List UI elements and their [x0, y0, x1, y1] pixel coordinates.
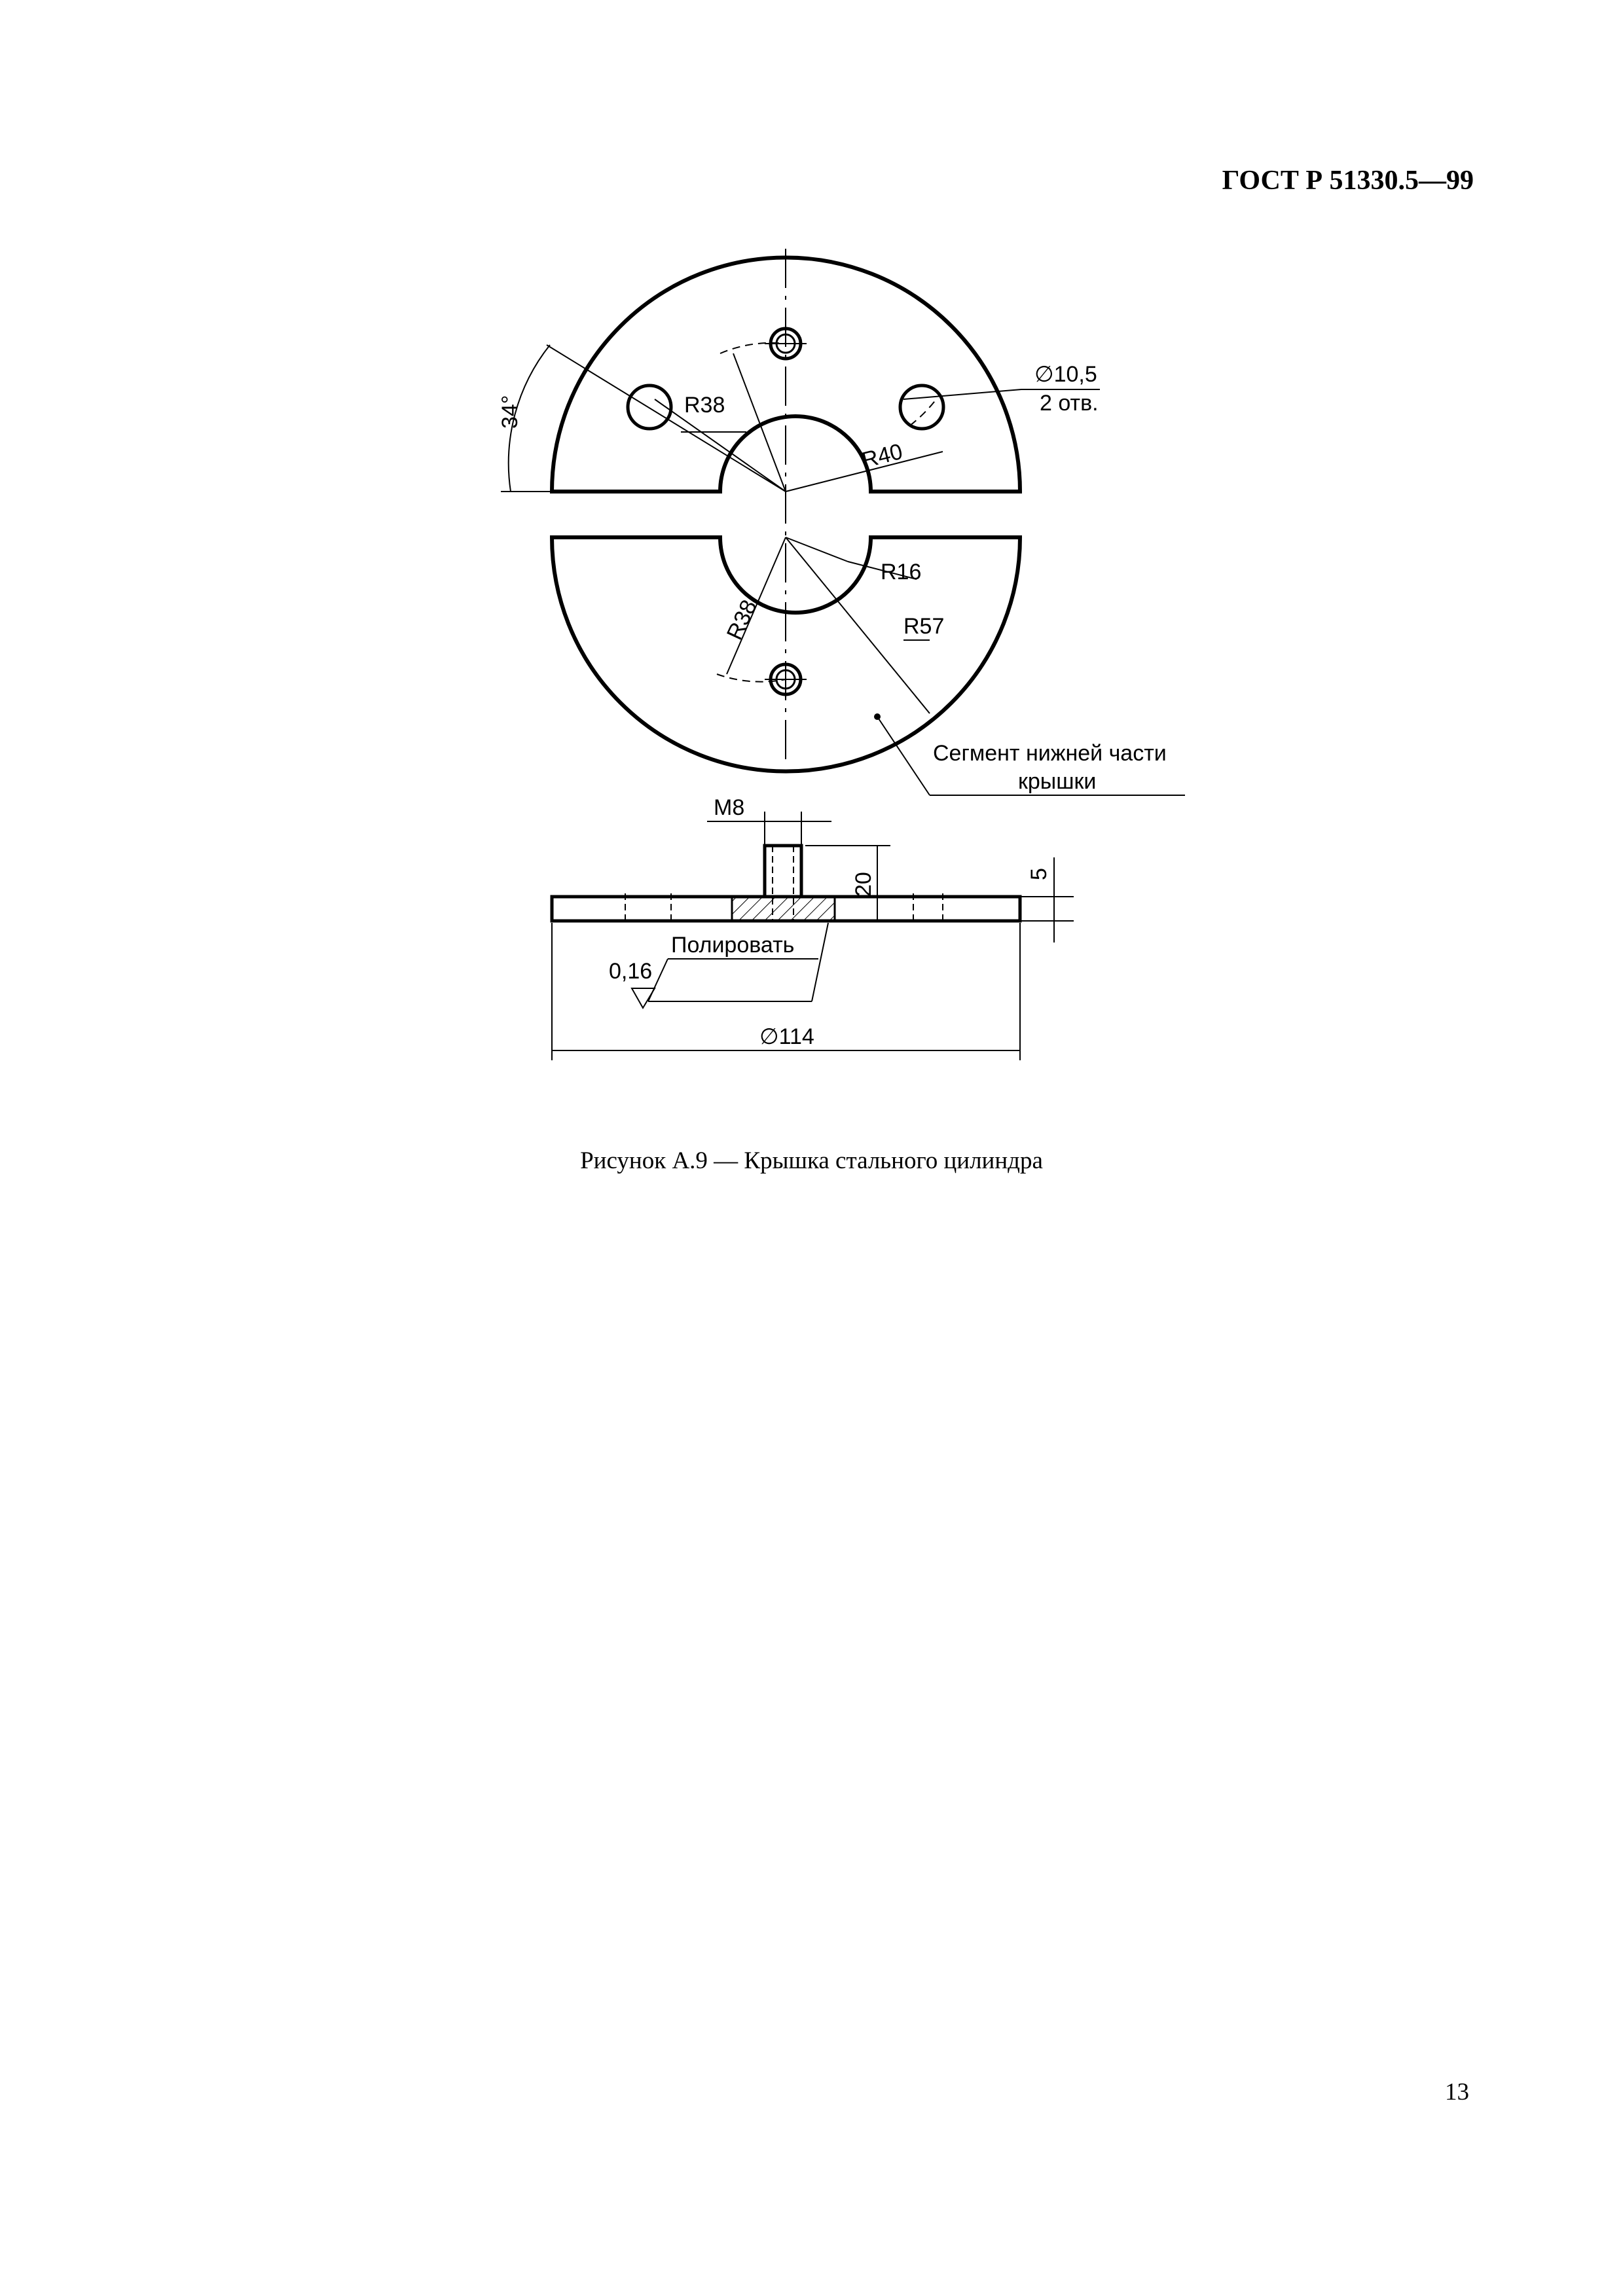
- label-r38-bottom: R38: [721, 596, 762, 644]
- label-r57: R57: [903, 614, 945, 639]
- label-roughness: 0,16: [609, 959, 653, 984]
- hole-left: [628, 386, 671, 429]
- label-r40: R40: [859, 439, 905, 473]
- label-segment-line1: Сегмент нижней части: [933, 741, 1167, 766]
- page-number: 13: [1445, 2079, 1469, 2106]
- label-angle: 34°: [498, 395, 522, 429]
- side-view-boss: [765, 846, 801, 897]
- hole-right: [900, 386, 943, 429]
- label-thread: M8: [714, 795, 745, 820]
- standard-header: ГОСТ Р 51330.5—99: [1222, 166, 1474, 196]
- label-height-20: 20: [851, 872, 876, 897]
- label-hole-count: 2 отв.: [1040, 391, 1099, 416]
- label-hole-diameter: ∅10,5: [1034, 362, 1097, 387]
- label-r38-top: R38: [684, 393, 725, 418]
- label-polish: Полировать: [671, 933, 795, 958]
- label-outer-diameter: ∅114: [759, 1024, 814, 1049]
- label-segment-line2: крышки: [1018, 769, 1097, 794]
- label-r16: R16: [881, 560, 922, 584]
- figure-caption: Рисунок А.9 — Крышка стального цилиндра: [580, 1147, 1043, 1174]
- label-thickness-5: 5: [1027, 868, 1051, 880]
